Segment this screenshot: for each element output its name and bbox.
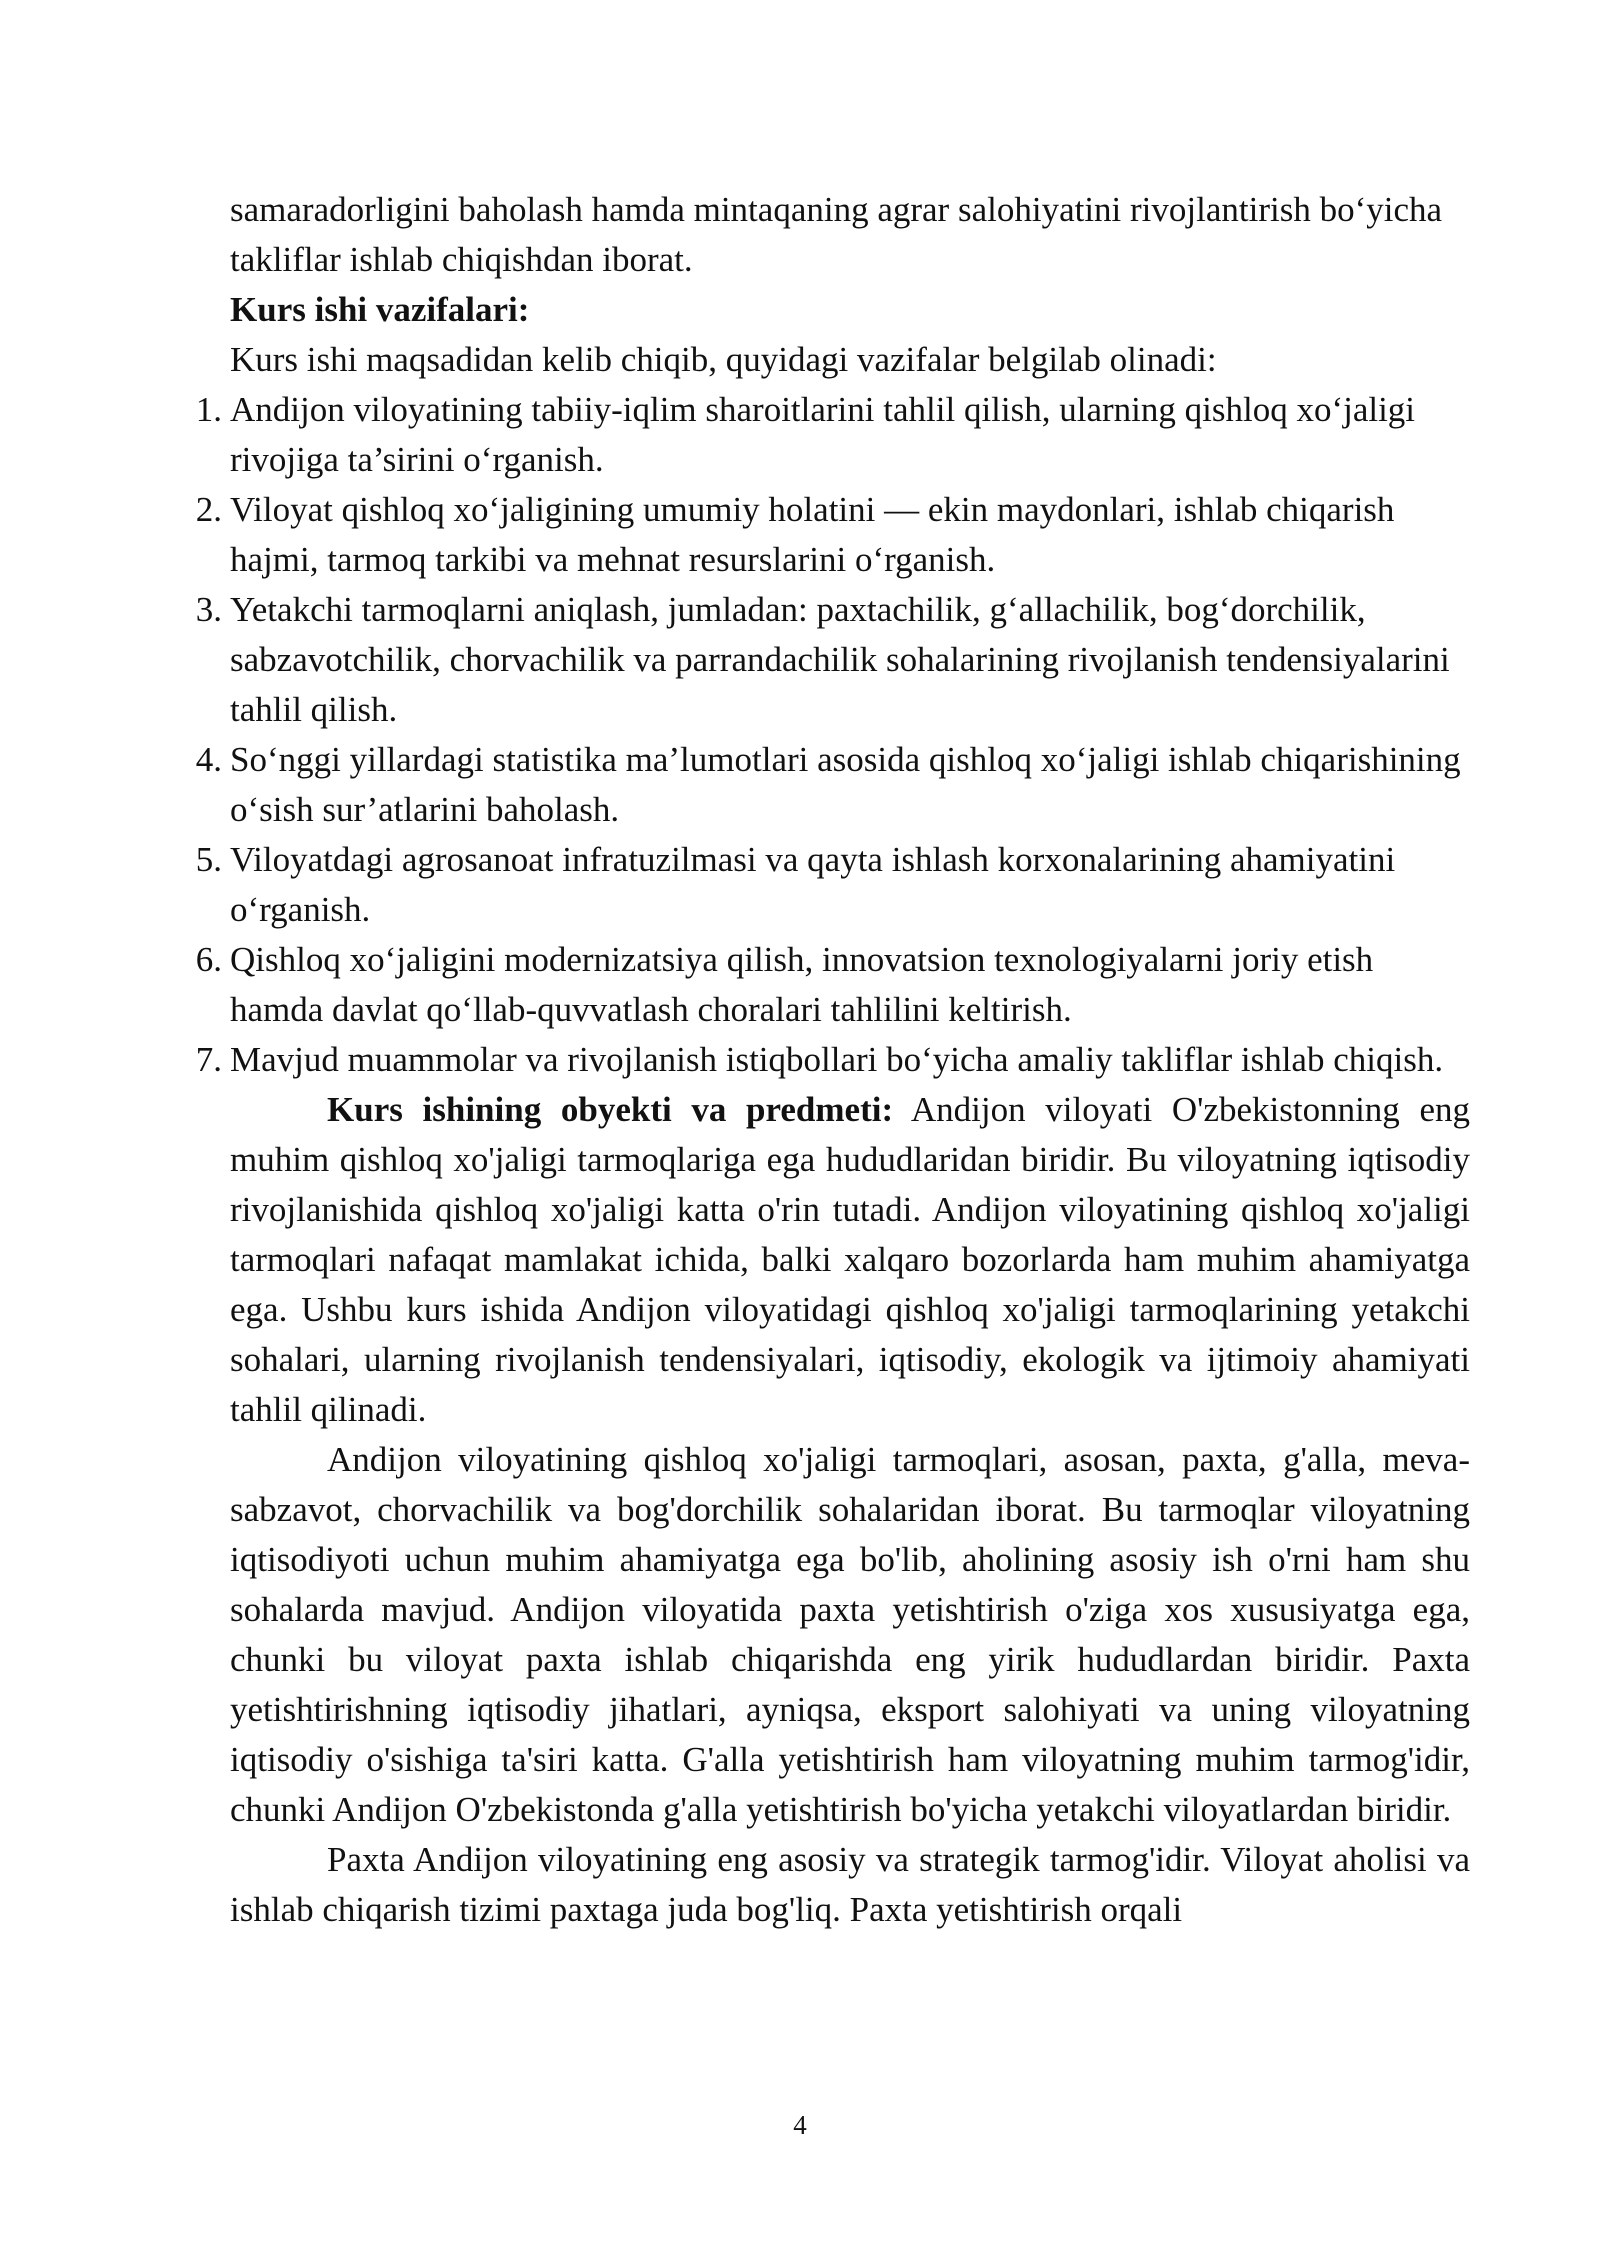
list-item-number: 4. [195,740,222,779]
list-item-number: 2. [195,490,222,529]
list-item-text: Viloyatdagi agrosanoat infratuzilmasi va qayta ishlash korxonalarining ahamiyatini o‘rganish. [230,840,1396,929]
object-text: Andijon viloyati O'zbekistonning eng muhim qishloq xo'jaligi tarmoqlariga ega hududlaridan biridir. Bu viloyatning iqtisodiy rivojlanishida qishloq xo'jaligi katta o'rin tutadi. Andijon viloyatining qishloq xo'jaligi tarmoqlari nafaqat mamlakat ichida, balki xalqaro bozorlarda ham muhim ahamiyatga ega. Ushbu kurs ishida Andijon viloyatidagi qishloq xo'jaligi tarmoqlarining yetakchi sohalari, ularning rivojlanish tendensiyalari, iqtisodiy, ekologik va ijtimoiy ahamiyati tahlil qilinadi. [230,1090,1470,1429]
list-item-text: Viloyat qishloq xo‘jaligining umumiy holatini — ekin maydonlari, ishlab chiqarish hajmi, tarmoq tarkibi va mehnat resurslarini o‘rganish. [230,490,1395,579]
list-item [195,1035,1470,1085]
list-item-number: 1. [195,390,222,429]
tasks-heading: Kurs ishi vazifalari: [230,290,530,329]
page-body [195,185,1470,1935]
list-item-text: Qishloq xo‘jaligini modernizatsiya qilish, innovatsion texnologiyalarni joriy etish hamda davlat qo‘llab-quvvatlash choralari tahlilini keltirish. [230,940,1374,1029]
list-item [195,735,1470,835]
list-item [195,935,1470,1035]
paragraph-cotton: Paxta Andijon viloyatining eng asosiy va strategik tarmog'idir. Viloyat aholisi va ishlab chiqarish tizimi paxtaga juda bog'liq. Paxta yetishtirish orqali [230,1840,1470,1929]
list-item [195,835,1470,935]
list-item-number: 3. [195,590,222,629]
list-item-number: 7. [195,1040,222,1079]
list-item-number: 6. [195,940,222,979]
object-heading: Kurs ishining obyekti va predmeti: [327,1090,894,1129]
list-item-number: 5. [195,840,222,879]
list-item [195,385,1470,485]
tasks-intro: Kurs ishi maqsadidan kelib chiqib, quyidagi vazifalar belgilab olinadi: [230,340,1217,379]
tasks-list [195,385,1470,1085]
list-item-text: Andijon viloyatining tabiiy-iqlim sharoitlarini tahlil qilish, ularning qishloq xo‘jaligi rivojiga ta’sirini o‘rganish. [230,390,1416,479]
list-item [195,485,1470,585]
page-number: 4 [793,2110,807,2140]
list-item [195,585,1470,735]
list-item-text: So‘nggi yillardagi statistika ma’lumotlari asosida qishloq xo‘jaligi ishlab chiqarishining o‘sish sur’atlarini baholash. [230,740,1461,829]
intro-paragraph: samaradorligini baholash hamda mintaqaning agrar salohiyatini rivojlantirish bo‘yicha takliflar ishlab chiqishdan iborat. [230,190,1443,279]
list-item-text: Yetakchi tarmoqlarni aniqlash, jumladan: paxtachilik, g‘allachilik, bog‘dorchilik, sabzavotchilik, chorvachilik va parrandachilik sohalarining rivojlanish tendensiyalarini tahlil qilish. [230,590,1450,729]
list-item-text: Mavjud muammolar va rivojlanish istiqbollari bo‘yicha amaliy takliflar ishlab chiqish. [230,1040,1444,1079]
paragraph-sectors: Andijon viloyatining qishloq xo'jaligi tarmoqlari, asosan, paxta, g'alla, meva-sabzavot, chorvachilik va bog'dorchilik sohalaridan iborat. Bu tarmoqlar viloyatning iqtisodiyoti uchun muhim ahamiyatga ega bo'lib, aholining asosiy ish o'rni ham shu sohalarda mavjud. Andijon viloyatida paxta yetishtirish o'ziga xos xususiyatga ega, chunki bu viloyat paxta ishlab chiqarishda eng yirik hududlardan biridir. Paxta yetishtirishning iqtisodiy jihatlari, ayniqsa, eksport salohiyati va uning viloyatning iqtisodiy o'sishiga ta'siri katta. G'alla yetishtirish ham viloyatning muhim tarmog'idir, chunki Andijon O'zbekistonda g'alla yetishtirish bo'yicha yetakchi viloyatlardan biridir. [230,1440,1470,1829]
object-paragraph [230,1085,1470,1435]
